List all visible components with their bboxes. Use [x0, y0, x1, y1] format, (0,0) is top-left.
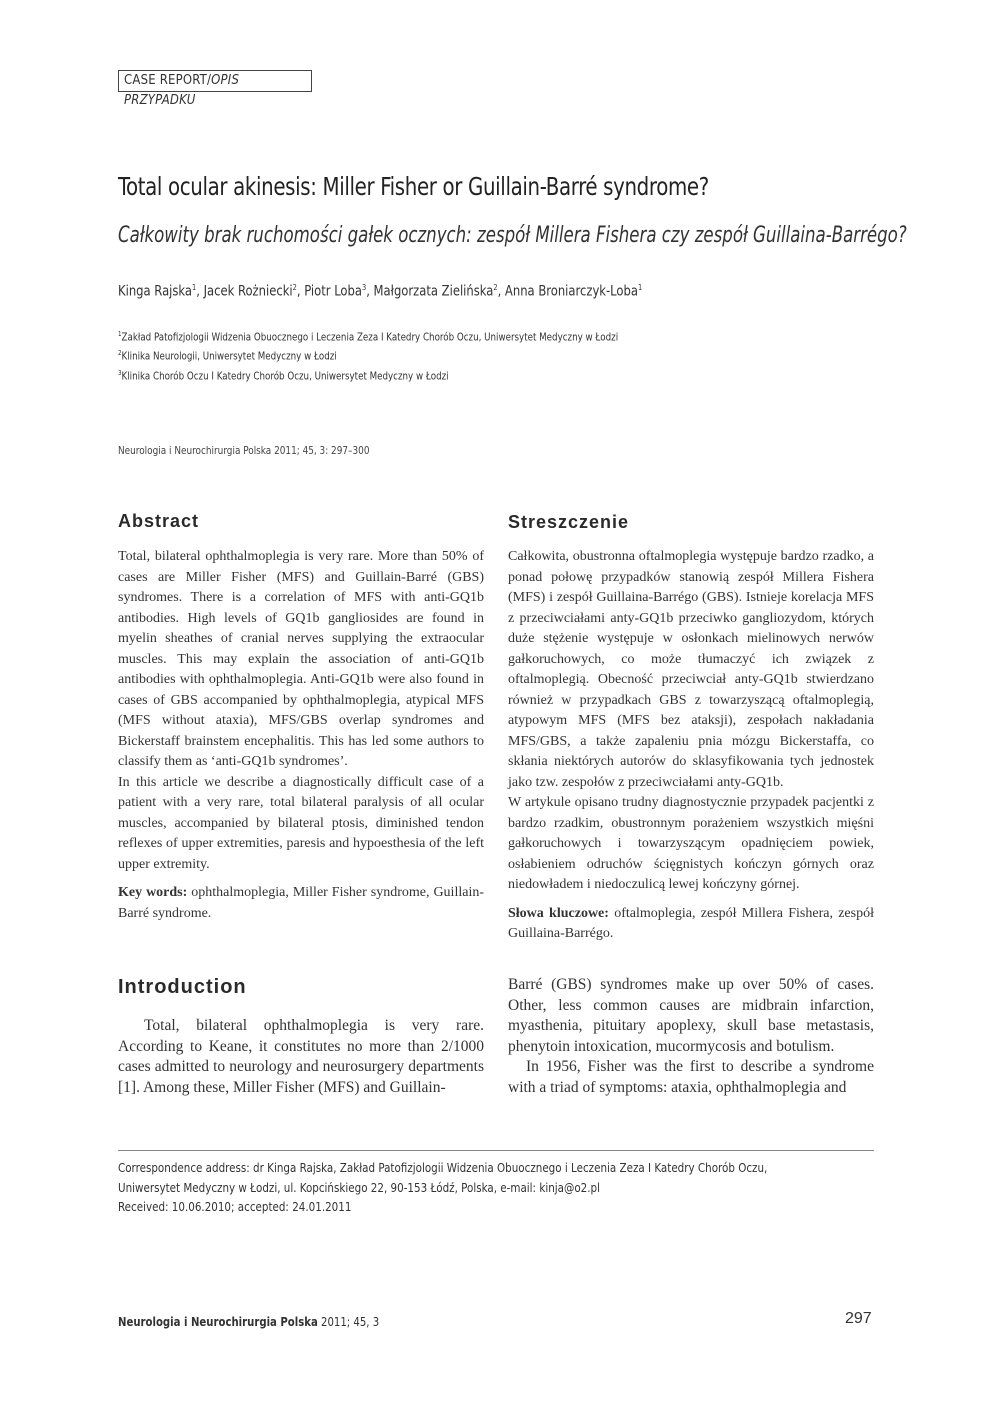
- streszczenie-paragraph: W artykule opisano trudny diagnostycznie przypadek pacjentki z bardzo rzadkim, obustronnym porażeniem wszystkich mięśni gałkoruchowych i towarzyszącym opadnięciem powiek, osłabieniem odruchów ścięgnistych kończyn górnych oraz niedowładem i niedoczulicą lewej kończyny górnej.: [508, 795, 874, 892]
- abstract-keywords: [118, 883, 484, 924]
- footer-journal-name: [118, 1314, 379, 1329]
- keywords-text: oftalmoplegia, zespół Millera Fishera, zespół Guillaina-Barrégo.: [508, 905, 874, 941]
- article-type-label: [118, 70, 312, 108]
- abstract-paragraph: Total, bilateral ophthalmoplegia is very rare. More than 50% of cases are Miller Fisher (MFS) and Guillain-Barré (GBS) syndromes. There is a correlation of MFS with anti-GQ1b antibodies. High levels of GQ1b gangliosides are found in myelin sheathes of cranial nerves supplying the extraocular muscles. This may explain the association of anti-GQ1b antibodies with ophthalmoplegia. Anti-GQ1b were also found in cases of GBS accompanied by ophthalmoplegia, atypical MFS (MFS without ataxia), MFS/GBS overlap syndromes and Bickerstaff brainstem encephalitis. This has led some authors to classify them as ‘anti-GQ1b syndromes’.: [118, 549, 484, 769]
- author-list: [118, 283, 642, 300]
- author-separator: ,: [296, 283, 305, 300]
- journal-citation: Neurologia i Neurochirurgia Polska 2011; 45, 3: 297–300: [118, 444, 370, 457]
- affiliation-text: Zakład Patofizjologii Widzenia Obuocznego i Leczenia Zeza I Katedry Chorób Oczu, Uniwersytet Medyczny w Łodzi: [121, 330, 619, 344]
- affiliation-number: 3: [118, 369, 122, 377]
- author-affiliation-marker: 1: [637, 283, 643, 292]
- author-affiliation-marker: 2: [493, 283, 498, 292]
- author-affiliation-marker: 2: [292, 283, 297, 292]
- introduction-heading: Introduction: [118, 976, 247, 998]
- author-name: Małgorzata Zielińska: [373, 283, 494, 300]
- received-accepted-dates: Received: 10.06.2010; accepted: 24.01.2011: [118, 1199, 352, 1214]
- page-number: 297: [845, 1310, 872, 1327]
- footer-journal-issue: 2011; 45, 3: [317, 1314, 380, 1329]
- abstract-paragraph: In this article we describe a diagnostically difficult case of a patient with a very rare, total bilateral paralysis of all ocular muscles, accompanied by bilateral ptosis, diminished tendon reflexes of upper extremities, paresis and hypoesthesia of the left upper extremity.: [118, 774, 484, 872]
- streszczenie-body: [508, 547, 874, 945]
- affiliation-number: 2: [118, 349, 122, 357]
- abstract-heading: Abstract: [118, 511, 200, 531]
- introduction-right-column: [508, 975, 874, 1098]
- article-type-pl: OPIS PRZYPADKU: [124, 73, 240, 108]
- author-affiliation-marker: 3: [361, 283, 367, 292]
- affiliation-3: [118, 369, 449, 383]
- keywords-label: Słowa kluczowe:: [508, 905, 609, 921]
- author-separator: ,: [196, 283, 204, 300]
- article-title-english: Total ocular akinesis: Miller Fisher or Guillain-Barré syndrome?: [118, 172, 709, 201]
- streszczenie-paragraph: Całkowita, obustronna oftalmoplegia występuje bardzo rzadko, a ponad połowę przypadków stanowią zespół Millera Fishera (MFS) i zespół Guillaina-Barrégo (GBS). Istnieje korelacja MFS z przeciwciałami anty-GQ1b przeciwko gangliozydom, których duże stężenie występuje w osłonkach mielinowych nerwów gałkoruchowych, co może tłumaczyć ich związek z oftalmoplegią. Obecność przeciwciał anty-GQ1b stwierdzano również w przypadkach GBS z towarzyszącą oftalmoplegią, atypowym MFS (MFS bez ataksji), zespołach nakładania MFS/GBS, a także zapaleniu pnia mózgu Bickerstaffa, co skłania niektórych autorów do sklasyfikowania tych jednostek jako tzw. zespołów z przeciwciałami anty-GQ1b.: [508, 549, 874, 790]
- correspondence-address-cont: Uniwersytet Medyczny w Łodzi, ul. Kopcińskiego 22, 90-153 Łódź, Polska, e-mail: kinja@o2.pl: [118, 1180, 600, 1195]
- affiliation-2: [118, 349, 337, 363]
- correspondence-address: Correspondence address: dr Kinga Rajska, Zakład Patofizjologii Widzenia Obuocznego i Leczenia Zeza I Katedry Chorób Oczu,: [118, 1160, 768, 1175]
- affiliation-1: [118, 330, 618, 344]
- affiliation-text: Klinika Chorób Oczu I Katedry Chorób Oczu, Uniwersytet Medyczny w Łodzi: [121, 369, 449, 383]
- author-name: Jacek Rożniecki: [203, 283, 293, 300]
- footer-journal-title: Neurologia i Neurochirurgia Polska: [118, 1314, 318, 1329]
- author-name: Anna Broniarczyk-Loba: [504, 283, 638, 300]
- author-name: Kinga Rajska: [118, 283, 193, 300]
- keywords-label: Key words:: [118, 885, 188, 900]
- streszczenie-heading: Streszczenie: [508, 512, 630, 532]
- abstract-body: [118, 547, 484, 924]
- introduction-paragraph: In 1956, Fisher was the first to describe a syndrome with a triad of symptoms: ataxia, ophthalmoplegia and: [508, 1058, 874, 1096]
- introduction-left-column: [118, 1016, 484, 1098]
- article-type-en: CASE REPORT/: [124, 73, 212, 88]
- author-name: Piotr Loba: [304, 283, 362, 300]
- affiliation-number: 1: [118, 330, 122, 338]
- author-affiliation-marker: 1: [192, 283, 197, 292]
- article-title-polish: Całkowity brak ruchomości gałek ocznych: zespół Millera Fishera czy zespół Guillaina-Barrégo?: [118, 222, 907, 248]
- correspondence-divider: [118, 1150, 874, 1151]
- streszczenie-keywords: [508, 904, 874, 945]
- author-separator: ,: [366, 283, 374, 300]
- author-separator: ,: [497, 283, 505, 300]
- introduction-paragraph: Total, bilateral ophthalmoplegia is very rare. According to Keane, it constitutes no more than 2/1000 cases admitted to neurology and neurosurgery departments [1]. Among these, Miller Fisher (MFS) and Guillain-: [118, 1017, 484, 1096]
- introduction-paragraph: Barré (GBS) syndromes make up over 50% of cases. Other, less common causes are midbrain infarction, myasthenia, pituitary apoplexy, skull base metastasis, phenytoin intoxication, mucormycosis and botulism.: [508, 976, 874, 1055]
- keywords-text: ophthalmoplegia, Miller Fisher syndrome, Guillain-Barré syndrome.: [118, 885, 484, 921]
- affiliation-text: Klinika Neurologii, Uniwersytet Medyczny w Łodzi: [121, 349, 337, 363]
